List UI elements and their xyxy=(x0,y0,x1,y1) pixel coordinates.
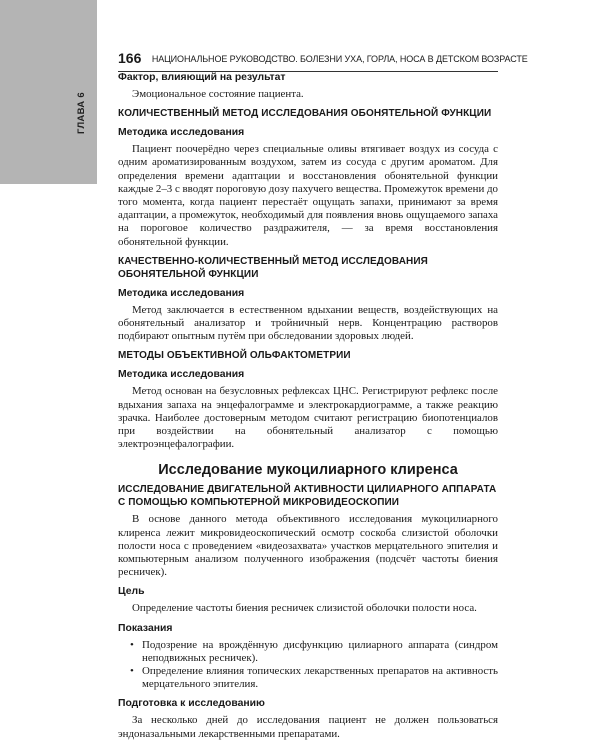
factor-text: Эмоциональное состояние пациента. xyxy=(132,88,304,100)
qualquant-methodology-text: Метод заключается в естественном вдыхании веществ, воздействующих на обонятельный анализатор и тройничный нерв. Концентрацию растворов подбирают опытным путём при обследовании здоровых людей. xyxy=(118,303,498,343)
goal-heading: Цель xyxy=(118,586,145,598)
qualquant-methodology-heading: Методика исследования xyxy=(118,287,245,299)
list-item xyxy=(118,639,498,665)
factor-heading: Фактор, влияющий на результат xyxy=(118,72,286,83)
bullet-icon: • xyxy=(130,638,134,651)
page-body xyxy=(118,71,498,741)
olfactometry-methodology-text: Метод основан на безусловных рефлексах ЦНС. Регистрируют рефлекс после вдыхания запаха на энцефалограмме и электрокардиограмме, а также реакцию зрачка. Наиболее достоверным методом считают регистрацию биопотенциалов при воздействии на обонятельный анализатор с помощью электроэнцефалографии. xyxy=(118,385,498,451)
indication-text: Подозрение на врождённую дисфункцию цилиарного аппарата (синдром неподвижных ресничек). xyxy=(142,638,498,664)
preparation-heading: Подготовка к исследованию xyxy=(118,698,265,710)
quant-method-heading: КОЛИЧЕСТВЕННЫЙ МЕТОД ИССЛЕДОВАНИЯ ОБОНЯТЕЛЬНОЙ ФУНКЦИИ xyxy=(118,108,492,120)
chapter-label: ГЛАВА 6 xyxy=(76,92,87,134)
page-number: 166 xyxy=(118,50,142,66)
quant-methodology-text: Пациент поочерёдно через специальные оливы втягивает воздух из сосуда с одним ароматизированным воздухом, затем из сосуда с другим ароматом. Для определения времени адаптации и восстановления обонятельной функции каждые 2–3 с вводят пороговую дозу пахучего вещества. Промежуток времени до того момента, когда пациент перестаёт ощущать запахи, принимают за время адаптации, а промежуток, необходимый для появления вновь ощущаемого запаха на пороговое количество раздражителя, — за время восстановления обонятельной функции. xyxy=(118,143,498,248)
preparation-text: За несколько дней до исследования пациент не должен пользоваться эндоназальными лекарственными препаратами. xyxy=(118,714,498,740)
olfactometry-methodology-heading: Методика исследования xyxy=(118,369,245,381)
goal-text: Определение частоты биения ресничек слизистой оболочки полости носа. xyxy=(132,602,477,615)
chapter-side-tab xyxy=(0,0,97,184)
qualquant-method-heading: КАЧЕСТВЕННО-КОЛИЧЕСТВЕННЫЙ МЕТОД ИССЛЕДОВАНИЯ ОБОНЯТЕЛЬНОЙ ФУНКЦИИ xyxy=(118,255,428,280)
microvideoscopy-heading: ИССЛЕДОВАНИЕ ДВИГАТЕЛЬНОЙ АКТИВНОСТИ ЦИЛИАРНОГО АППАРАТА С ПОМОЩЬЮ КОМПЬЮТЕРНОЙ МИКРОВИДЕОСКОПИИ xyxy=(118,484,497,509)
mucociliary-section-title: Исследование мукоцилиарного клиренса xyxy=(158,462,458,479)
indication-text: Определение влияния топических лекарственных препаратов на активность мерцательного эпителия. xyxy=(142,665,498,691)
microvideoscopy-text: В основе данного метода объективного исследования мукоцилиарного клиренса лежит микровидеоскопический осмотр соскоба слизистой оболочки полости носа с проведением «видеозахвата» участков мерцательного эпителия и компьютерным анализом полученного изображения (подсчёт частоты биения ресничек). xyxy=(118,513,498,579)
bullet-icon: • xyxy=(130,665,134,678)
quant-methodology-heading: Методика исследования xyxy=(118,127,245,139)
indications-heading: Показания xyxy=(118,622,173,634)
list-item xyxy=(118,665,498,691)
running-title: НАЦИОНАЛЬНОЕ РУКОВОДСТВО. БОЛЕЗНИ УХА, ГОРЛА, НОСА В ДЕТСКОМ ВОЗРАСТЕ xyxy=(151,54,528,64)
olfactometry-heading: МЕТОДЫ ОБЪЕКТИВНОЙ ОЛЬФАКТОМЕТРИИ xyxy=(118,350,351,362)
running-header xyxy=(118,50,528,72)
indications-list xyxy=(118,639,498,692)
